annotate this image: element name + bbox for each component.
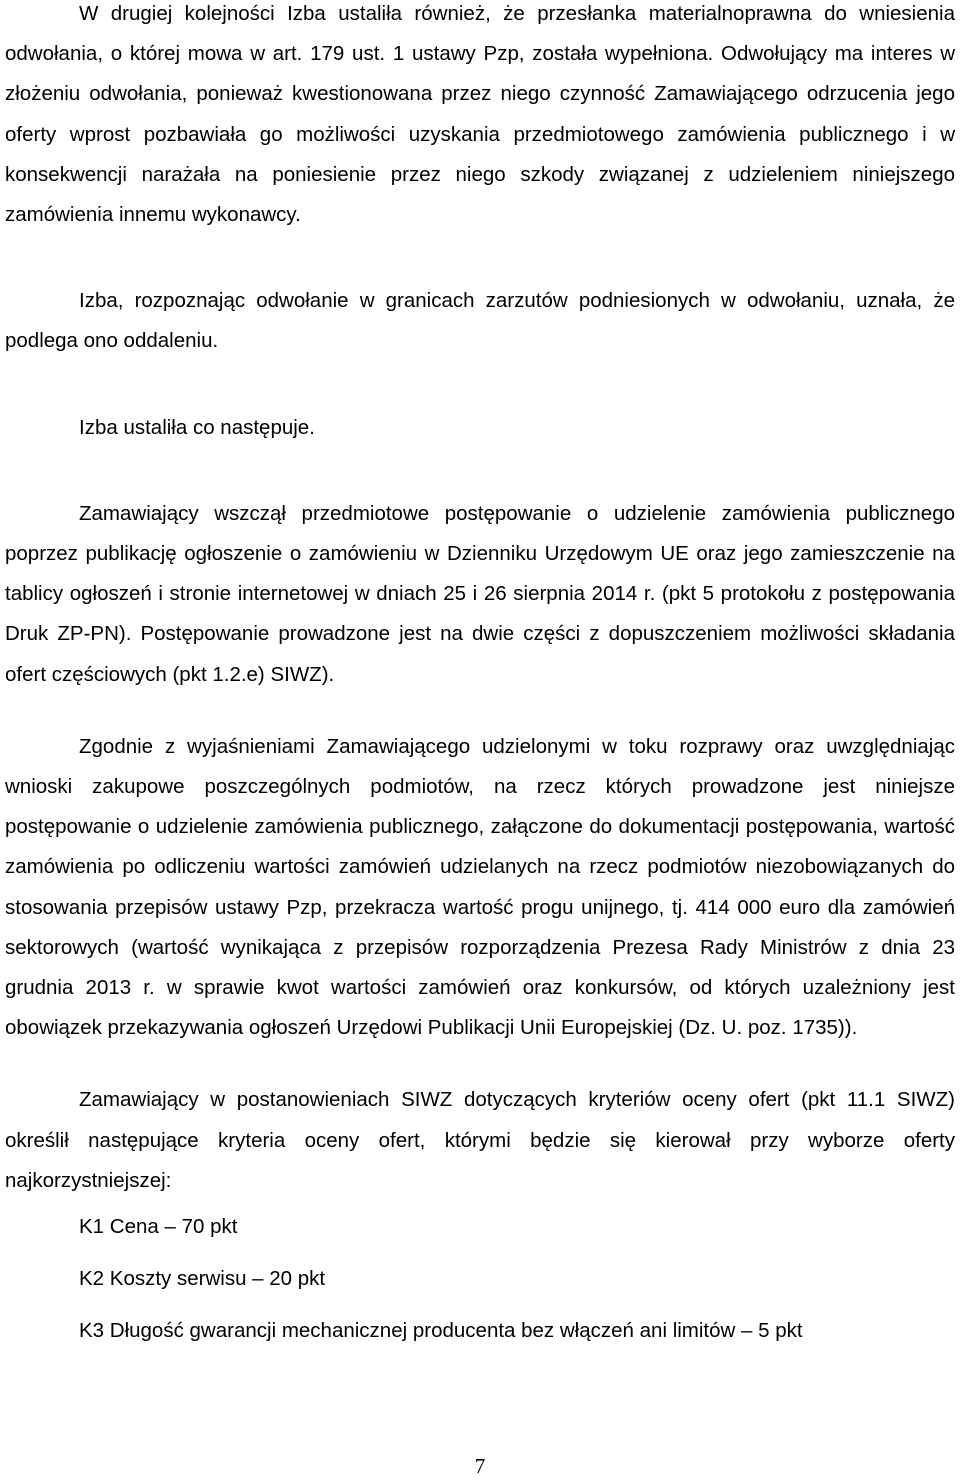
criterion-item-k3: K3 Długość gwarancji mechanicznej producenta bez włączeń ani limitów – 5 pkt: [79, 1319, 803, 1343]
paragraph-dismissal: Izba, rozpoznając odwołanie w granicach zarzutów podniesionych w odwołaniu, uznała, że podlega ono oddaleniu.: [5, 289, 955, 353]
criteria-list: [5, 1201, 955, 1357]
criterion-item-k1: K1 Cena – 70 pkt: [79, 1215, 238, 1239]
paragraph-value: Zgodnie z wyjaśnieniami Zamawiającego udzielonymi w toku rozprawy oraz uwzględniając wnioski zakupowe poszczególnych podmiotów, na rzecz których prowadzone jest niniejsze postępowanie o udzielenie zamówienia publicznego, załączone do dokumentacji postępowania, wartość zamówienia po odliczeniu wartości zamówień udzielanych na rzecz podmiotów niezobowiązanych do stosowania przepisów ustawy Pzp, przekracza wartość progu unijnego, tj. 414 000 euro dla zamówień sektorowych (wartość wynikająca z przepisów rozporządzenia Prezesa Rady Ministrów z dnia 23 grudnia 2013 r. w sprawie kwot wartości zamówień oraz konkursów, od których uzależniony jest obowiązek przekazywania ogłoszeń Urzędowi Publikacji Unii Europejskiej (Dz. U. poz. 1735)).: [5, 734, 955, 1040]
criterion-item-k2: K2 Koszty serwisu – 20 pkt: [79, 1267, 326, 1291]
document-body: [5, 0, 955, 1357]
paragraph-criteria-intro: Zamawiający w postanowieniach SIWZ dotyczących kryteriów oceny ofert (pkt 11.1 SIWZ) określił następujące kryteria oceny ofert, którymi będzie się kierował przy wyborze oferty najkorzystniejszej:: [5, 1088, 955, 1192]
paragraph-findings-intro: Izba ustaliła co następuje.: [79, 415, 315, 439]
paragraph-interest: W drugiej kolejności Izba ustaliła również, że przesłanka materialnoprawna do wniesienia odwołania, o której mowa w art. 179 ust. 1 ustawy Pzp, została wypełniona. Odwołujący ma interes w złożeniu odwołania, ponieważ kwestionowana przez niego czynność Zamawiającego odrzucenia jego oferty wprost pozbawiała go możliwości uzyskania przedmiotowego zamówienia publicznego i w konsekwencji narażała na poniesienie przez niego szkody związanej z udzieleniem niniejszego zamówienia innemu wykonawcy.: [5, 2, 955, 227]
paragraph-procedure: Zamawiający wszczął przedmiotowe postępowanie o udzielenie zamówienia publicznego poprzez publikację ogłoszenie o zamówieniu w Dzienniku Urzędowym UE oraz jego zamieszczenie na tablicy ogłoszeń i stronie internetowej w dniach 25 i 26 sierpnia 2014 r. (pkt 5 protokołu z postępowania Druk ZP-PN). Postępowanie prowadzone jest na dwie części z dopuszczeniem możliwości składania ofert częściowych (pkt 1.2.e) SIWZ).: [5, 501, 955, 686]
page-number: 7: [474, 1454, 486, 1478]
